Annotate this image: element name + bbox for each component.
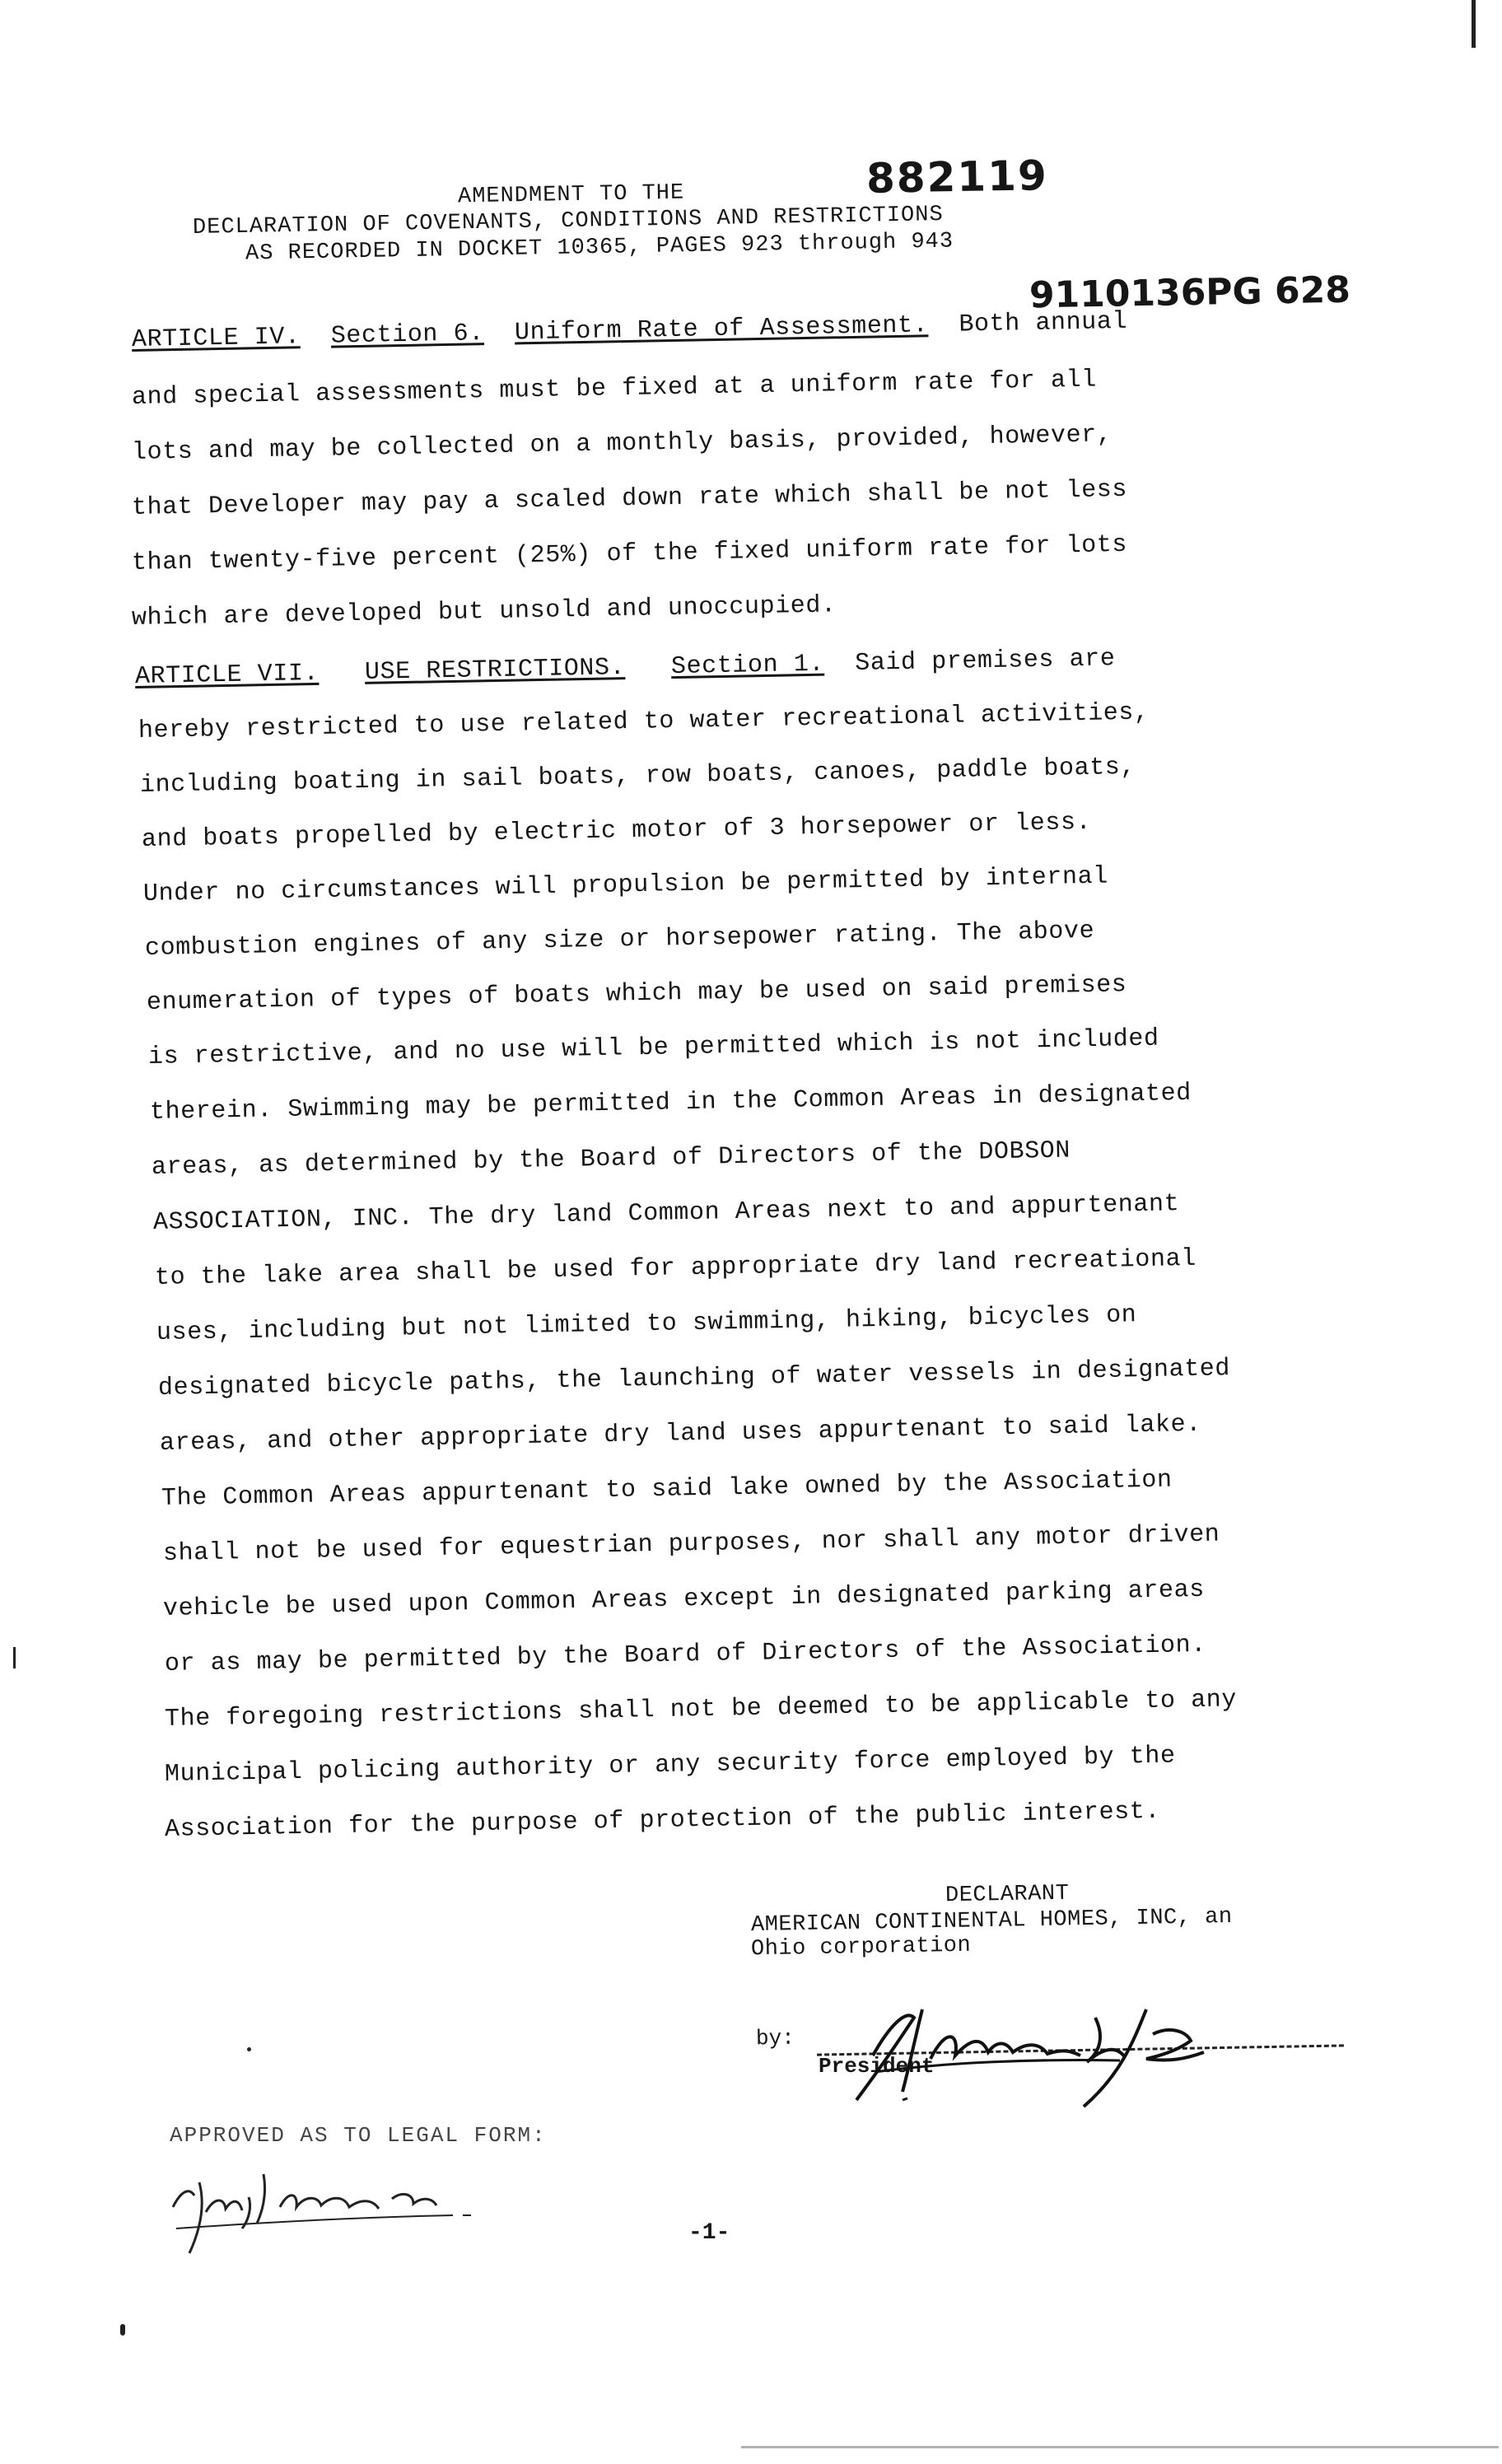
document-number: 882119 [865,152,1049,203]
article-vii-line: areas, as determined by the Board of Directors of the DOBSON [151,1136,1071,1182]
title-line-1: AMENDMENT TO THE [457,180,685,210]
scan-edge-mark [741,2446,1499,2448]
article-iv-first-line-text: Both annual [959,307,1128,339]
article-iv-line: which are developed but unsold and unoccupied. [131,591,837,632]
officer-title: President [819,2054,935,2079]
article-vii-line: enumeration of types of boats which may be used on said premises [146,971,1127,1017]
article-iv-line: that Developer may pay a scaled down rate which shall be not less [131,475,1128,522]
article-vii-first-line-text: Said premises are [854,645,1116,678]
article-vii-line: ASSOCIATION, INC. The dry land Common Areas next to and appurtenant [152,1190,1180,1237]
article-vii-line: or as may be permitted by the Board of Directors of the Association. [164,1631,1207,1678]
scan-edge-mark [247,2047,251,2051]
article-vii-line: Under no circumstances will propulsion be permitted by internal [142,862,1109,908]
article-vii-section-title: USE RESTRICTIONS. [364,654,626,687]
article-iv-line: lots and may be collected on a monthly basis, provided, however, [131,421,1113,467]
article-vii-line: areas, and other appropriate dry land uses appurtenant to said lake. [159,1410,1202,1458]
scan-edge-mark [120,2324,125,2336]
article-vii-line: and boats propelled by electric motor of 3 horsepower or less. [141,808,1092,854]
article-vii-line: hereby restricted to use related to water recreational activities, [138,698,1150,745]
article-vii-line: combustion engines of any size or horsepower rating. The above [144,917,1095,963]
article-vii-line: Association for the purpose of protection of the public interest. [164,1797,1161,1844]
article-vii-section: Section 1. [670,650,825,682]
declarant-label: DECLARANT [945,1881,1070,1909]
scan-edge-mark [13,1647,16,1668]
company-type-line: Ohio corporation [750,1933,972,1962]
company-name-line: AMERICAN CONTINENTAL HOMES, INC, an [750,1904,1233,1939]
attorney-signature [156,2149,618,2256]
page-number: -1- [688,2220,730,2246]
approval-label: APPROVED AS TO LEGAL FORM: [170,2123,547,2148]
article-iv-section: Section 6. [330,320,485,351]
article-vii-line: therein. Swimming may be permitted in the Common Areas in designated [149,1079,1192,1127]
recording-stamp: 9110136PG 628 [1029,268,1351,317]
article-iv-line: than twenty-five percent (25%) of the fixed uniform rate for lots [131,530,1128,577]
article-vii-line: designated bicycle paths, the launching of water vessels in designated [157,1355,1231,1402]
article-vii-line: The foregoing restrictions shall not be deemed to be applicable to any [164,1686,1238,1734]
article-iv-heading-line [132,308,1128,354]
scan-edge-mark [1472,0,1476,48]
article-vii-line: is restrictive, and no use will be permitted which is not included [147,1024,1159,1071]
by-label: by: [755,2025,795,2051]
title-line-3: AS RECORDED IN DOCKET 10365, PAGES 923 through 943 [245,229,954,267]
president-signature [823,1976,1252,2116]
article-vii-line: to the lake area shall be used for appropriate dry land recreational [154,1244,1197,1292]
article-vii-label: ARTICLE VII. [134,659,320,691]
article-vii-line: Municipal policing authority or any security force employed by the [164,1742,1176,1789]
title-line-2: DECLARATION OF COVENANTS, CONDITIONS AND RESTRICTIONS [192,203,944,240]
article-vii-line: shall not be used for equestrian purposes, nor shall any motor driven [162,1520,1220,1568]
article-vii-heading-line [135,645,1116,691]
article-vii-line: including boating in sail boats, row boats, canoes, paddle boats, [139,753,1136,800]
article-iv-section-title: Uniform Rate of Assessment. [514,311,929,348]
article-vii-line: The Common Areas appurtenant to said lake owned by the Association [161,1466,1173,1513]
article-iv-label: ARTICLE IV. [131,323,301,354]
article-iv-line: and special assessments must be fixed at a uniform rate for all [131,366,1098,412]
article-vii-line: vehicle be used upon Common Areas except in designated parking areas [162,1575,1206,1623]
article-vii-line: uses, including but not limited to swimming, hiking, bicycles on [156,1301,1137,1347]
